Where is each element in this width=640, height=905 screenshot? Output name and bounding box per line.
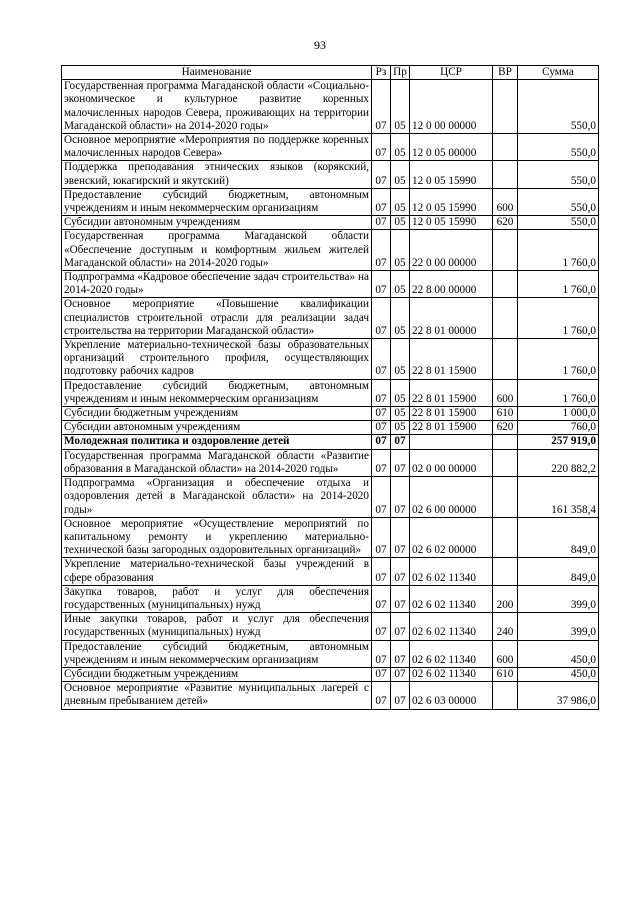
table-row	[62, 585, 599, 612]
cell-name: Основное мероприятие «Развитие муниципальных лагерей с дневным пребыванием детей»	[62, 682, 372, 709]
cell-csr: 22 8 01 15900	[410, 339, 493, 380]
cell-vr: 200	[493, 585, 518, 612]
table-row	[62, 80, 599, 134]
table-row	[62, 477, 599, 518]
table-row	[62, 517, 599, 558]
cell-rz: 07	[372, 407, 391, 421]
header-vr: ВР	[493, 66, 518, 80]
cell-name: Основное мероприятие «Повышение квалификации специалистов строительной отрасли для реализации задач строительства на территории Магаданской области»	[62, 298, 372, 339]
cell-vr: 600	[493, 188, 518, 215]
table-row	[62, 435, 599, 449]
table-row	[62, 667, 599, 681]
table-row	[62, 216, 599, 230]
cell-vr	[493, 134, 518, 161]
cell-name: Предоставление субсидий бюджетным, автономным учреждениям и иным некоммерческим организациям	[62, 640, 372, 667]
cell-pr: 05	[391, 216, 410, 230]
cell-vr: 600	[493, 379, 518, 406]
cell-sum: 550,0	[518, 161, 599, 188]
cell-csr	[410, 435, 493, 449]
cell-csr: 02 0 00 00000	[410, 449, 493, 476]
table-header-row	[62, 66, 599, 80]
cell-vr	[493, 449, 518, 476]
cell-sum: 161 358,4	[518, 477, 599, 518]
cell-pr: 05	[391, 379, 410, 406]
cell-rz: 07	[372, 558, 391, 585]
cell-csr: 22 8 01 15900	[410, 379, 493, 406]
cell-sum: 1 760,0	[518, 230, 599, 271]
table-row	[62, 421, 599, 435]
cell-vr	[493, 298, 518, 339]
cell-rz: 07	[372, 585, 391, 612]
table-row	[62, 379, 599, 406]
cell-csr: 22 8 01 15900	[410, 407, 493, 421]
cell-rz: 07	[372, 517, 391, 558]
cell-vr	[493, 339, 518, 380]
table-row	[62, 339, 599, 380]
cell-sum: 1 000,0	[518, 407, 599, 421]
cell-pr: 05	[391, 188, 410, 215]
cell-vr	[493, 435, 518, 449]
cell-name: Иные закупки товаров, работ и услуг для обеспечения государственных (муниципальных) нужд	[62, 613, 372, 640]
cell-vr	[493, 80, 518, 134]
cell-csr: 12 0 05 00000	[410, 134, 493, 161]
cell-name: Подпрограмма «Кадровое обеспечение задач строительства» на 2014-2020 годы»	[62, 271, 372, 298]
cell-vr: 610	[493, 407, 518, 421]
cell-csr: 02 6 02 11340	[410, 613, 493, 640]
cell-vr	[493, 517, 518, 558]
cell-rz: 07	[372, 435, 391, 449]
cell-csr: 02 6 02 11340	[410, 585, 493, 612]
header-pr: Пр	[391, 66, 410, 80]
cell-sum: 1 760,0	[518, 298, 599, 339]
cell-name: Поддержка преподавания этнических языков (корякский, эвенский, юкагирский и якутский)	[62, 161, 372, 188]
cell-name: Государственная программа Магаданской области «Обеспечение доступным и комфортным жильем жителей Магаданской области» на 2014-2020 годы»	[62, 230, 372, 271]
cell-rz: 07	[372, 682, 391, 709]
cell-csr: 02 6 02 00000	[410, 517, 493, 558]
cell-pr: 07	[391, 585, 410, 612]
cell-sum: 550,0	[518, 216, 599, 230]
cell-csr: 02 6 02 11340	[410, 558, 493, 585]
table-row	[62, 613, 599, 640]
cell-rz: 07	[372, 216, 391, 230]
cell-name: Закупка товаров, работ и услуг для обеспечения государственных (муниципальных) нужд	[62, 585, 372, 612]
cell-sum: 450,0	[518, 640, 599, 667]
cell-csr: 02 6 02 11340	[410, 667, 493, 681]
cell-csr: 12 0 05 15990	[410, 216, 493, 230]
cell-csr: 22 8 01 15900	[410, 421, 493, 435]
cell-name: Укрепление материально-технической базы образовательных организаций строительного профиля, осуществляющих подготовку рабочих кадров	[62, 339, 372, 380]
cell-sum: 399,0	[518, 585, 599, 612]
table-row	[62, 449, 599, 476]
cell-rz: 07	[372, 449, 391, 476]
cell-rz: 07	[372, 161, 391, 188]
cell-sum: 760,0	[518, 421, 599, 435]
header-sum: Сумма	[518, 66, 599, 80]
table-body	[62, 80, 599, 709]
cell-pr: 05	[391, 271, 410, 298]
cell-rz: 07	[372, 80, 391, 134]
cell-rz: 07	[372, 230, 391, 271]
table-row	[62, 298, 599, 339]
header-rz: Рз	[372, 66, 391, 80]
cell-rz: 07	[372, 339, 391, 380]
cell-vr	[493, 161, 518, 188]
header-csr: ЦСР	[410, 66, 493, 80]
cell-pr: 05	[391, 421, 410, 435]
cell-pr: 07	[391, 517, 410, 558]
cell-rz: 07	[372, 667, 391, 681]
cell-name: Укрепление материально-технической базы учреждений в сфере образования	[62, 558, 372, 585]
cell-name: Основное мероприятие «Мероприятия по поддержке коренных малочисленных народов Севера»	[62, 134, 372, 161]
header-name: Наименование	[62, 66, 372, 80]
cell-sum: 849,0	[518, 558, 599, 585]
cell-sum: 1 760,0	[518, 271, 599, 298]
cell-name: Субсидии автономным учреждениям	[62, 421, 372, 435]
cell-sum: 1 760,0	[518, 379, 599, 406]
cell-vr: 610	[493, 667, 518, 681]
cell-rz: 07	[372, 134, 391, 161]
budget-table	[61, 65, 599, 710]
cell-name: Субсидии бюджетным учреждениям	[62, 667, 372, 681]
cell-csr: 12 0 05 15990	[410, 161, 493, 188]
page-number: 93	[314, 38, 326, 52]
cell-csr: 12 0 05 15990	[410, 188, 493, 215]
cell-name: Подпрограмма «Организация и обеспечение отдыха и оздоровления детей в Магаданской области» на 2014-2020 годы»	[62, 477, 372, 518]
cell-csr: 12 0 00 00000	[410, 80, 493, 134]
cell-csr: 02 6 00 00000	[410, 477, 493, 518]
cell-sum: 37 986,0	[518, 682, 599, 709]
cell-pr: 05	[391, 407, 410, 421]
cell-sum: 220 882,2	[518, 449, 599, 476]
cell-sum: 1 760,0	[518, 339, 599, 380]
cell-pr: 07	[391, 613, 410, 640]
cell-rz: 07	[372, 421, 391, 435]
table-row	[62, 161, 599, 188]
cell-rz: 07	[372, 188, 391, 215]
cell-vr	[493, 230, 518, 271]
cell-pr: 05	[391, 339, 410, 380]
cell-csr: 02 6 02 11340	[410, 640, 493, 667]
cell-pr: 07	[391, 477, 410, 518]
table-row	[62, 271, 599, 298]
cell-rz: 07	[372, 379, 391, 406]
cell-sum: 550,0	[518, 134, 599, 161]
cell-vr	[493, 682, 518, 709]
cell-name: Предоставление субсидий бюджетным, автономным учреждениям и иным некоммерческим организациям	[62, 379, 372, 406]
cell-sum: 550,0	[518, 188, 599, 215]
cell-name: Молодежная политика и оздоровление детей	[62, 435, 372, 449]
cell-name: Субсидии бюджетным учреждениям	[62, 407, 372, 421]
cell-vr: 600	[493, 640, 518, 667]
cell-pr: 07	[391, 640, 410, 667]
cell-name: Предоставление субсидий бюджетным, автономным учреждениям и иным некоммерческим организациям	[62, 188, 372, 215]
cell-pr: 07	[391, 558, 410, 585]
cell-sum: 399,0	[518, 613, 599, 640]
cell-pr: 07	[391, 449, 410, 476]
cell-vr	[493, 271, 518, 298]
cell-rz: 07	[372, 640, 391, 667]
cell-pr: 05	[391, 134, 410, 161]
cell-name: Основное мероприятие «Осуществление мероприятий по капитальному ремонту и укреплению материально-технической базы загородных оздоровительных организаций»	[62, 517, 372, 558]
cell-sum: 849,0	[518, 517, 599, 558]
cell-vr: 620	[493, 216, 518, 230]
cell-csr: 02 6 03 00000	[410, 682, 493, 709]
table-row	[62, 188, 599, 215]
cell-rz: 07	[372, 298, 391, 339]
cell-pr: 05	[391, 298, 410, 339]
table-row	[62, 640, 599, 667]
cell-vr	[493, 558, 518, 585]
cell-pr: 05	[391, 161, 410, 188]
cell-rz: 07	[372, 613, 391, 640]
table-row	[62, 682, 599, 709]
cell-vr: 240	[493, 613, 518, 640]
cell-vr	[493, 477, 518, 518]
cell-pr: 07	[391, 682, 410, 709]
cell-csr: 22 8 01 00000	[410, 298, 493, 339]
cell-rz: 07	[372, 271, 391, 298]
cell-pr: 05	[391, 230, 410, 271]
cell-name: Государственная программа Магаданской области «Развитие образования в Магаданской области» на 2014-2020 годы»	[62, 449, 372, 476]
cell-vr: 620	[493, 421, 518, 435]
cell-pr: 05	[391, 80, 410, 134]
cell-sum: 257 919,0	[518, 435, 599, 449]
cell-rz: 07	[372, 477, 391, 518]
table-row	[62, 558, 599, 585]
cell-name: Государственная программа Магаданской области «Социально-экономическое и культурное развитие коренных малочисленных народов Севера, проживающих на территории Магаданской области» на 2014-2020 годы»	[62, 80, 372, 134]
cell-sum: 550,0	[518, 80, 599, 134]
cell-csr: 22 0 00 00000	[410, 230, 493, 271]
cell-sum: 450,0	[518, 667, 599, 681]
table-row	[62, 134, 599, 161]
cell-pr: 07	[391, 435, 410, 449]
table-row	[62, 407, 599, 421]
cell-pr: 07	[391, 667, 410, 681]
table-row	[62, 230, 599, 271]
cell-csr: 22 8 00 00000	[410, 271, 493, 298]
cell-name: Субсидии автономным учреждениям	[62, 216, 372, 230]
